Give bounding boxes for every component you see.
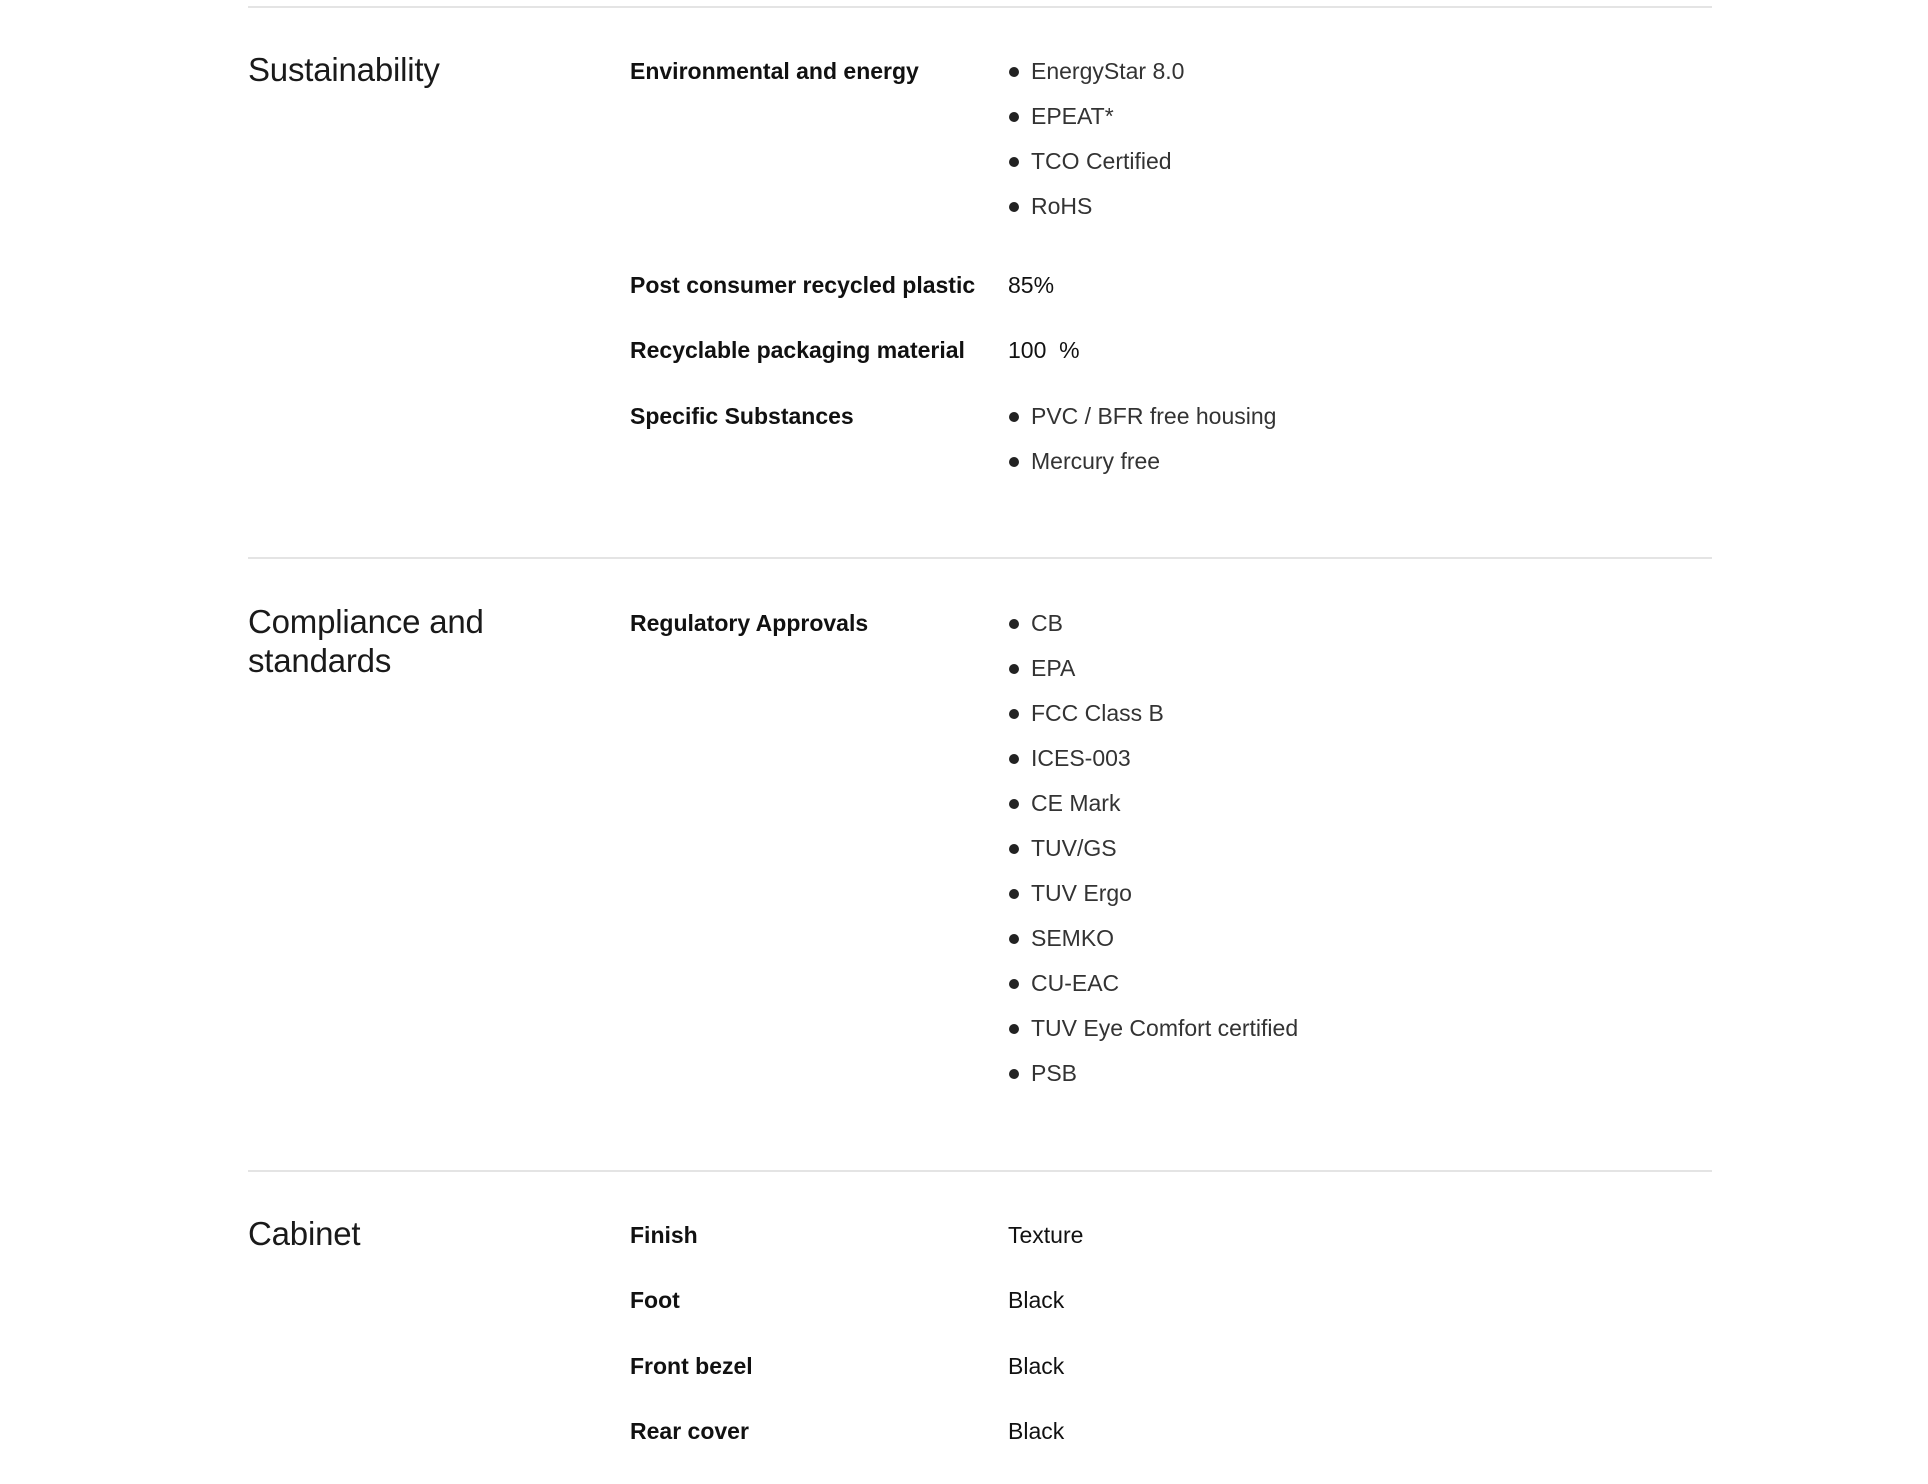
spec-row-foot	[630, 1279, 1712, 1345]
spec-value: 100 %	[1008, 337, 1080, 363]
spec-value: Black	[1008, 1353, 1065, 1379]
list-item: EnergyStar 8.0	[1008, 56, 1712, 101]
spec-label: Environmental and energy	[630, 58, 919, 84]
section-title: Sustainability	[248, 51, 440, 88]
list-item: CE Mark	[1008, 788, 1712, 833]
spec-label: Post consumer recycled plastic	[630, 272, 976, 298]
list-item: ICES-003	[1008, 743, 1712, 788]
spec-rows	[630, 1214, 1712, 1475]
spec-label: Finish	[630, 1222, 698, 1248]
list-item: SEMKO	[1008, 923, 1712, 968]
spec-row-rear-cover	[630, 1410, 1712, 1475]
spec-row-packaging	[630, 329, 1712, 395]
section-title: Compliance and standards	[248, 603, 484, 679]
spec-value-list	[1008, 395, 1712, 491]
spec-label: Specific Substances	[630, 403, 854, 429]
spec-value-list	[1008, 602, 1712, 1103]
spec-value: Texture	[1008, 1222, 1084, 1248]
spec-label: Regulatory Approvals	[630, 610, 869, 636]
spec-rows	[630, 602, 1712, 1103]
spec-row-recycled-plastic	[630, 264, 1712, 329]
list-item: CU-EAC	[1008, 968, 1712, 1013]
spec-label: Rear cover	[630, 1418, 749, 1444]
list-item: EPA	[1008, 653, 1712, 698]
spec-value-list	[1008, 50, 1712, 236]
spec-row-substances	[630, 395, 1712, 485]
list-item: PVC / BFR free housing	[1008, 401, 1712, 446]
spec-label: Front bezel	[630, 1353, 753, 1379]
list-item: TUV/GS	[1008, 833, 1712, 878]
spec-value: 85%	[1008, 272, 1055, 298]
list-item: RoHS	[1008, 191, 1712, 236]
spec-row-environmental	[630, 50, 1712, 264]
spec-rows	[630, 50, 1712, 485]
spec-value: Black	[1008, 1287, 1065, 1313]
list-item: EPEAT*	[1008, 101, 1712, 146]
list-item: FCC Class B	[1008, 698, 1712, 743]
list-item: TUV Ergo	[1008, 878, 1712, 923]
section-divider	[248, 1170, 1712, 1172]
list-item: CB	[1008, 608, 1712, 653]
spec-row-finish	[630, 1214, 1712, 1279]
list-item: PSB	[1008, 1058, 1712, 1103]
section-divider	[248, 557, 1712, 559]
list-item: TUV Eye Comfort certified	[1008, 1013, 1712, 1058]
section-divider	[248, 6, 1712, 8]
spec-row-regulatory	[630, 602, 1712, 1103]
section-title: Cabinet	[248, 1215, 361, 1252]
list-item: Mercury free	[1008, 446, 1712, 491]
spec-label: Recyclable packaging material	[630, 337, 965, 363]
list-item: TCO Certified	[1008, 146, 1712, 191]
spec-row-front-bezel	[630, 1345, 1712, 1410]
spec-label: Foot	[630, 1287, 680, 1313]
spec-value: Black	[1008, 1418, 1065, 1444]
